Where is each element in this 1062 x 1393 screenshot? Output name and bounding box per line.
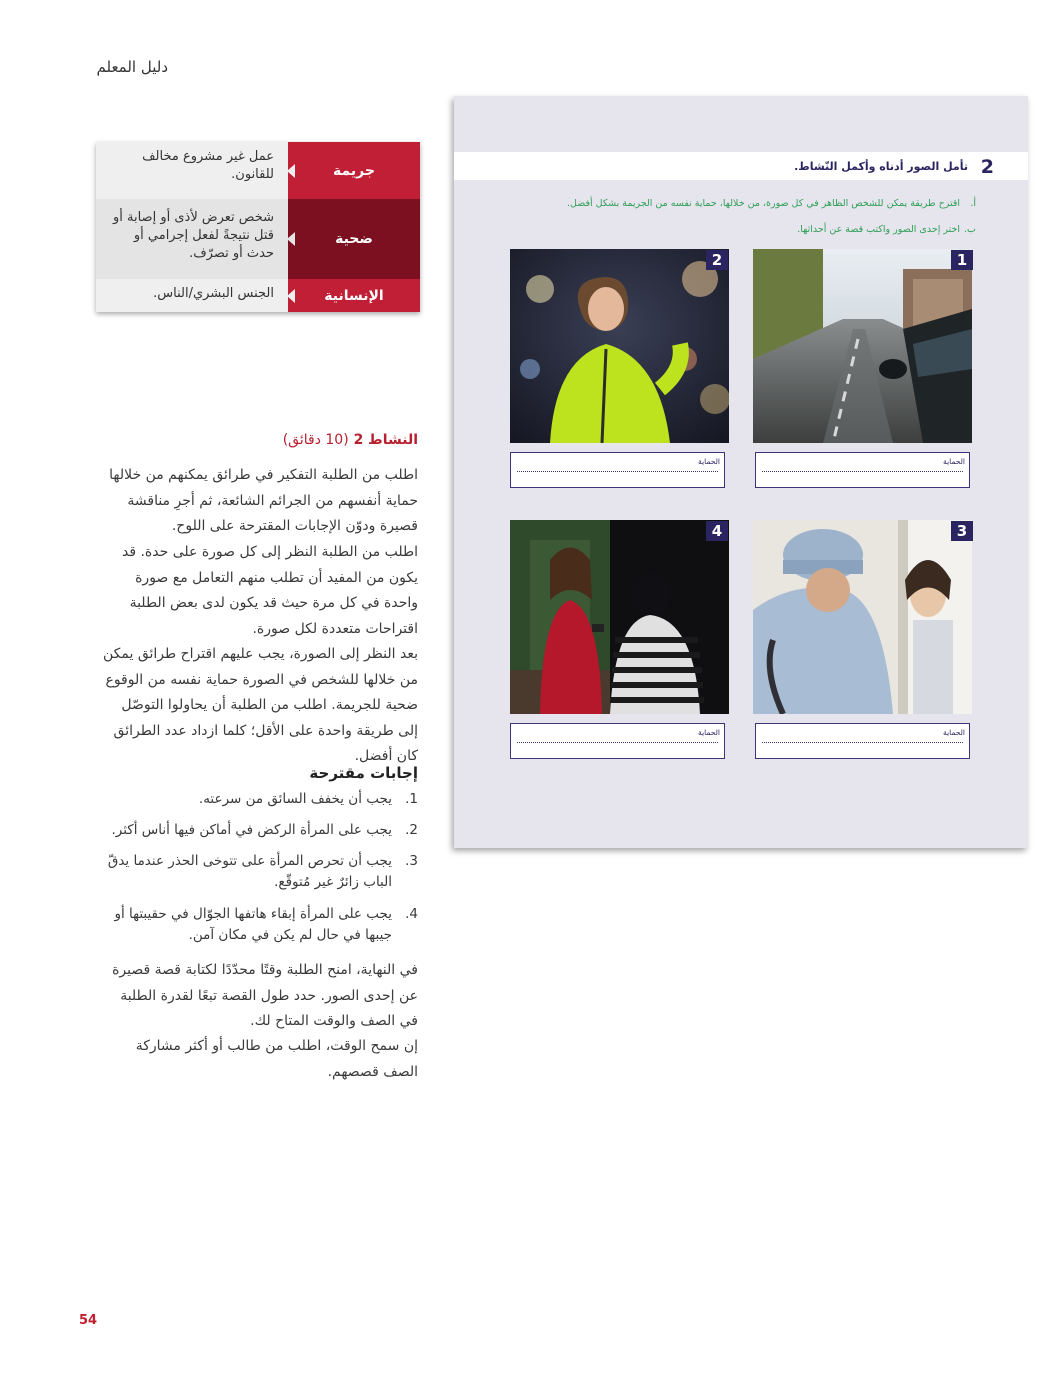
glossary-row-victim [96, 199, 420, 279]
photo-number-badge: 2 [706, 250, 728, 270]
answer-text: يجب أن يخفف السائق من سرعته. [198, 791, 392, 807]
answer-box-label: الحماية [698, 457, 720, 466]
answer-box-label: الحماية [698, 728, 720, 737]
task-sub-a [567, 198, 976, 209]
textbook-panel [454, 96, 1028, 848]
activity-heading [283, 432, 418, 448]
answer-box-label: الحماية [943, 457, 965, 466]
glossary-notch-icon [287, 164, 295, 178]
answer-item [98, 820, 418, 841]
activity-paragraph: بعد النظر إلى الصورة، يجب عليهم اقتراح طرائق يمكن من خلالها للشخص في الصورة حماية نفسه من الوقوع ضحية للجريمة. اطلب من الطلبة أن يحاولوا التوصّل إلى طريقة واحدة على الأقل؛ كلما ازداد عدد الطرائق كان أفضل. [103, 646, 418, 764]
sub-text: اختر إحدى الصور واكتب قصة عن أحداثها. [797, 224, 960, 235]
answer-item [98, 789, 418, 810]
answer-box-label: الحماية [943, 728, 965, 737]
answer-item [98, 904, 418, 946]
glossary-row-crime [96, 142, 420, 199]
photo-car [753, 249, 972, 443]
answer-text: يجب على المرأة الركض في أماكن فيها أناس أكثر. [111, 822, 392, 838]
task-number: 2 [980, 156, 994, 178]
answer-line [762, 471, 963, 472]
photo-thief [510, 520, 729, 714]
activity-paragraph: في النهاية، امنح الطلبة وقتًا محدّدًا لكتابة قصة قصيرة عن إحدى الصور. حدد طول القصة تبعًا لقدرة الطلبة في الصف والوقت المتاح لك. [112, 962, 418, 1029]
answer-text: يجب على المرأة إبقاء هاتفها الجوّال في حقيبتها أو جيبها في حال لم يكن في مكان آمن. [114, 906, 392, 943]
activity-duration: (10 دقائق) [282, 432, 349, 448]
activity-paragraph: اطلب من الطلبة النظر إلى كل صورة على حدة. قد يكون من المفيد أن تطلب منهم التعامل مع صورة واحدة في كل مرة حيث قد يكون لدى بعض الطلبة اقتراحات متعددة لكل صورة. [121, 544, 418, 637]
glossary-term-label: الإنسانية [324, 287, 384, 304]
header-title: دليل المعلم [96, 58, 168, 76]
activity-paragraph: اطلب من الطلبة التفكير في طرائق يمكنهم من خلالها حماية أنفسهم من الجرائم الشائعة، ثم أجرِ مناقشة قصيرة ودوّن الإجابات المقترحة على اللوح. [109, 467, 418, 534]
activity-title: النشاط 2 [353, 432, 418, 448]
answer-box[interactable] [510, 723, 725, 759]
answer-box[interactable] [510, 452, 725, 488]
photo-number-badge: 3 [951, 521, 973, 541]
glossary-notch-icon [287, 289, 295, 303]
answer-box[interactable] [755, 452, 970, 488]
glossary-row-humanity [96, 279, 420, 312]
glossary-notch-icon [287, 232, 295, 246]
activity-paragraph: إن سمح الوقت، اطلب من طالب أو أكثر مشاركة الصف قصصهم. [135, 1038, 418, 1080]
answers-heading: إجابات مقترحة [309, 764, 418, 782]
answer-number: 4. [405, 906, 418, 922]
sub-text: اقترح طريقة يمكن للشخص الظاهر في كل صورة، من خلالها، حماية نفسه من الجريمة بشكل أفضل. [567, 198, 960, 209]
task-sub-b [797, 224, 976, 235]
glossary-table [96, 142, 420, 312]
task-instruction: تأمل الصور أدناه وأكمل النّشاط. [794, 160, 968, 173]
glossary-definition: الجنس البشري/الناس. [96, 279, 288, 312]
glossary-term [288, 199, 420, 279]
glossary-term [288, 279, 420, 312]
answer-text: يجب أن تحرص المرأة على تتوخى الحذر عندما يدقّ الباب زائرٌ غير مُتوقّع. [107, 853, 392, 890]
answer-box[interactable] [755, 723, 970, 759]
sub-label: أ. [970, 198, 976, 209]
glossary-term-label: ضحية [335, 231, 373, 247]
photo-number-badge: 4 [706, 521, 728, 541]
photo-runner [510, 249, 729, 443]
glossary-term [288, 142, 420, 199]
answer-number: 1. [405, 791, 418, 807]
glossary-definition: شخص تعرض لأذى أو إصابة أو قتل نتيجةً لفعل إجرامي أو حدث أو تصرّف. [96, 199, 288, 279]
page-number: 54 [79, 1313, 98, 1328]
sub-label: ب. [964, 224, 976, 235]
answer-number: 2. [405, 822, 418, 838]
answer-line [762, 742, 963, 743]
answer-item [98, 851, 418, 893]
answer-number: 3. [405, 853, 418, 869]
answer-line [517, 742, 718, 743]
photo-doorway [753, 520, 972, 714]
photo-number-badge: 1 [951, 250, 973, 270]
glossary-definition: عمل غير مشروع مخالف للقانون. [96, 142, 288, 199]
glossary-term-label: جريمة [333, 162, 375, 179]
answer-line [517, 471, 718, 472]
